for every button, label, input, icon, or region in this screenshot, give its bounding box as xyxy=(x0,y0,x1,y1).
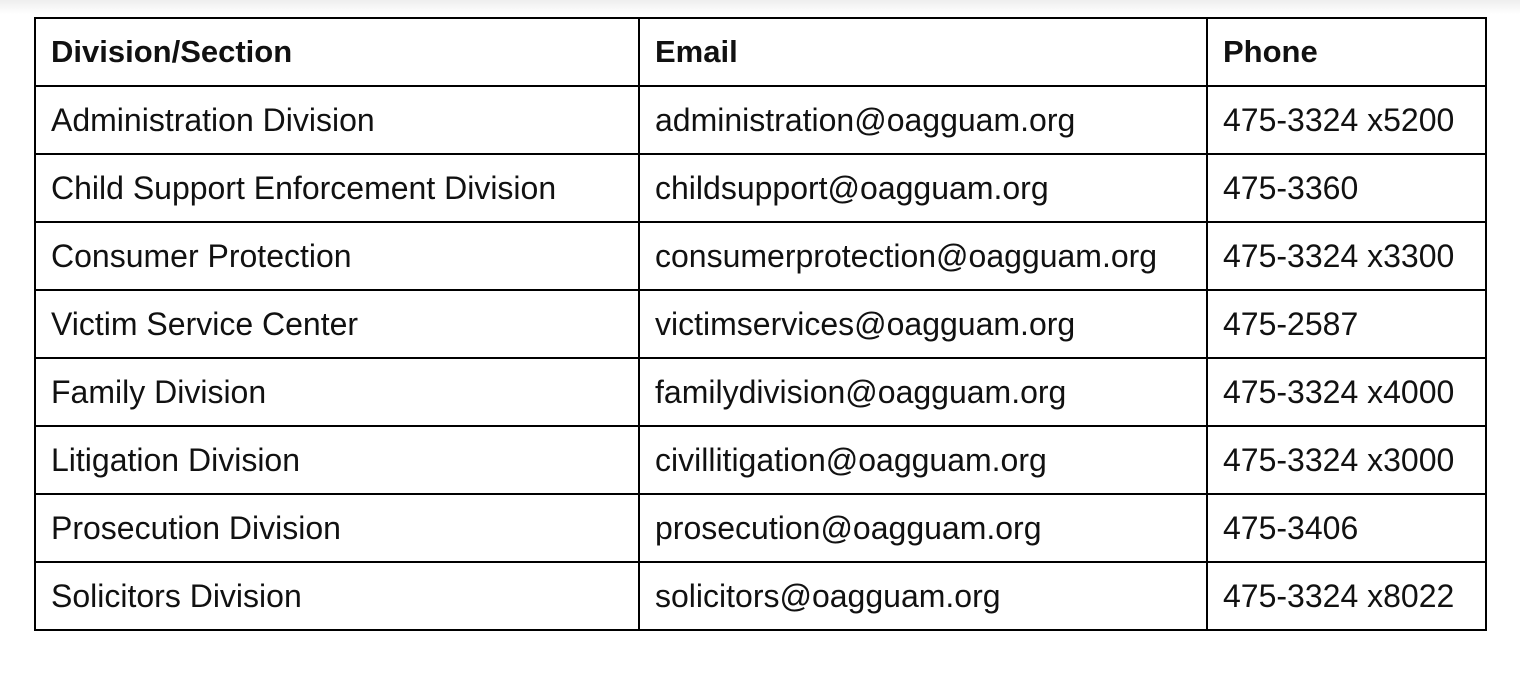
division-cell: Consumer Protection xyxy=(35,222,639,290)
phone-cell: 475-3324 x8022 xyxy=(1207,562,1486,630)
phone-cell: 475-2587 xyxy=(1207,290,1486,358)
table-row xyxy=(35,86,1486,154)
header-phone: Phone xyxy=(1207,18,1486,86)
table-row xyxy=(35,154,1486,222)
email-cell: solicitors@oagguam.org xyxy=(639,562,1207,630)
table-row xyxy=(35,222,1486,290)
phone-cell: 475-3360 xyxy=(1207,154,1486,222)
division-cell: Administration Division xyxy=(35,86,639,154)
division-cell: Child Support Enforcement Division xyxy=(35,154,639,222)
table-row xyxy=(35,426,1486,494)
table-row xyxy=(35,358,1486,426)
phone-cell: 475-3324 x3000 xyxy=(1207,426,1486,494)
email-cell: administration@oagguam.org xyxy=(639,86,1207,154)
email-cell: civillitigation@oagguam.org xyxy=(639,426,1207,494)
top-shadow xyxy=(0,0,1520,14)
email-cell: prosecution@oagguam.org xyxy=(639,494,1207,562)
division-cell: Prosecution Division xyxy=(35,494,639,562)
email-cell: childsupport@oagguam.org xyxy=(639,154,1207,222)
email-cell: victimservices@oagguam.org xyxy=(639,290,1207,358)
header-division: Division/Section xyxy=(35,18,639,86)
contact-table xyxy=(34,17,1487,631)
division-cell: Solicitors Division xyxy=(35,562,639,630)
phone-cell: 475-3324 x4000 xyxy=(1207,358,1486,426)
table-header-row xyxy=(35,18,1486,86)
header-email: Email xyxy=(639,18,1207,86)
phone-cell: 475-3324 x3300 xyxy=(1207,222,1486,290)
phone-cell: 475-3324 x5200 xyxy=(1207,86,1486,154)
email-cell: familydivision@oagguam.org xyxy=(639,358,1207,426)
division-cell: Litigation Division xyxy=(35,426,639,494)
table-row xyxy=(35,290,1486,358)
table-row xyxy=(35,494,1486,562)
division-cell: Family Division xyxy=(35,358,639,426)
division-cell: Victim Service Center xyxy=(35,290,639,358)
phone-cell: 475-3406 xyxy=(1207,494,1486,562)
table-row xyxy=(35,562,1486,630)
email-cell: consumerprotection@oagguam.org xyxy=(639,222,1207,290)
